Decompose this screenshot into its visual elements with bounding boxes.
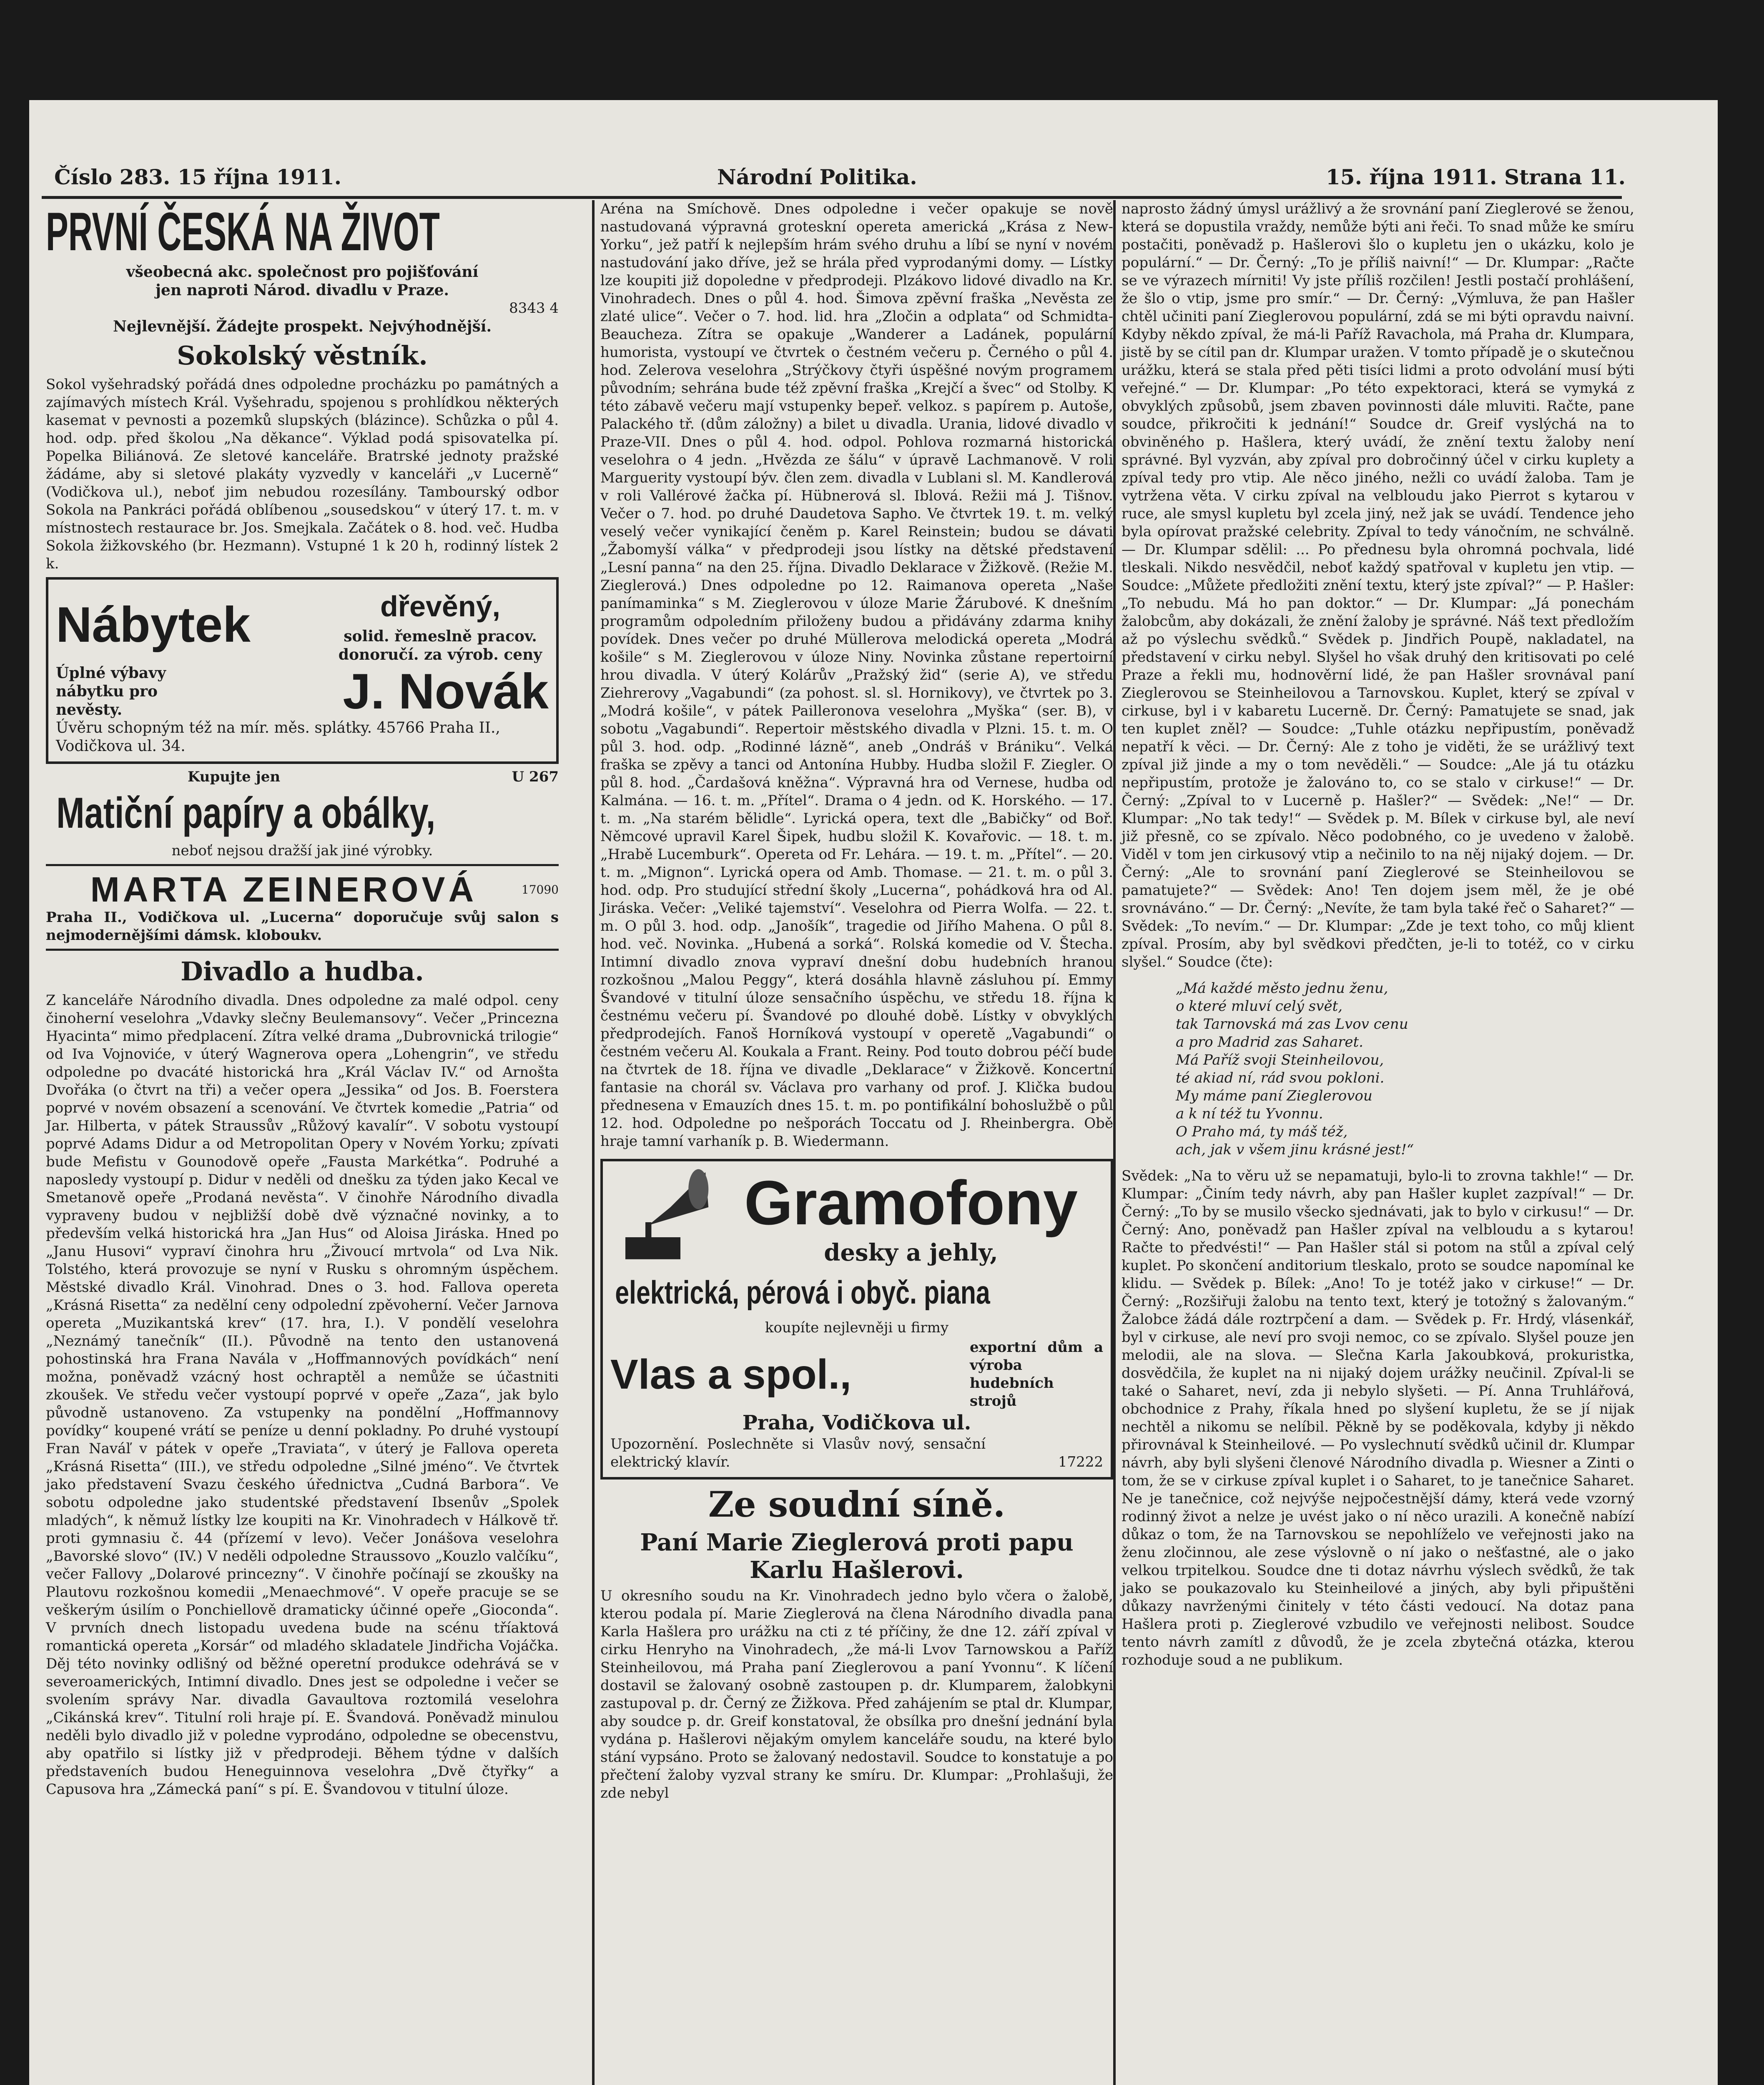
novak-ad-credit: Úvěru schopným též na mír. měs. splátky. 45766 Praha II., Vodičkova ul. 34. <box>56 719 500 755</box>
gramophone-ad-sub: desky a jehly, <box>824 1239 998 1266</box>
poem-line: té akiad ní, rád svou pokloni. <box>1176 1070 1385 1086</box>
column-2 <box>600 200 1113 1802</box>
papir-ad-title: Matiční papíry a obálky, <box>56 789 436 837</box>
court-article-end: Svědek: „Na to věru už se nepamatuji, bylo-li to zrovna takhle!“ — Dr. Klumpar: „Činím tedy návrh, aby pan Hašler kuplet zazpíval!“ — Dr. Černý: „To by se musilo všecko sjednávati, jak to bylo v cirkusu!“ — Dr. Černý: Ano, poněvadž pan Hašler zpíval na velbloudu a s kytarou! Račte to předvésti!“ — Pan Hašler stál si potom na stůl a zpíval celý kuplet. Po skončení anditorium tleskalo, proto se soudce napomínal ke klidu. — Svědek p. Bílek: „Ano! To je totéž jako v cirkuse!“ — Dr. Černý: „Rozšiřuji žalobu na tento text, který je totožný s žalovaným.“ Žalobce žádá dále roztrpčení a dam. — Svědek p. Fr. Hrdý, vlásenkář, byl v cirkuse, ale neví pro svoji nemoc, co se zpívalo. Slyšel pouze jen melodii, ale na slova. — Slečna Karla Jakoubková, prokuristka, dosvědčila, že kuplet na ni nijaký dojem urážky neučinil. Zpíval-li se také o Saharet, neví, zda ji nebylo slyšeti. — Pí. Anna Truhlářová, obchodnice z Prahy, říkala hned po slyšení kupletu, že se jí nijak nechtěl a nikomu se nelíbil. Pěkně by se poděkovala, kdyby ji někdo přirovnával k Steinheilové. — Po vyslechnutí svědků učinil dr. Klumpar návrh, aby byli slyšeni členové Národního divadla p. Wiesner a Zinti o tom, že se v cirkuse zpíval kuplet i o Saharet, to je tanečnice Saharet. Ne je tanečnice, což nejvýše nejpočestnější dámy, která vede vzorný rodinný život a nelze je uvést jako o ní něco urazili. A konečně nabízí důkaz o tom, že na Tarnovskou se nepohlíželo ve veřejnosti jako na ženu zločinnou, ale zese výslovně o ní jako o nešťastné, ale o jako velkou trpitelkou. Soudce dne ti dotaz návrhu výslech svědků, že tak jako se poukazovalo ku Steinheilové a jiných, aby byli připuštěni důkazy navrženými činitely v této části vedoucí. Na dotaz pana Hašlera proti p. Zieglerové vzbudilo ve veřejnosti nelibost. Soudce tento návrh zamítl z důvodů, že je zcela zbytečná otázka, kterou rozhoduje soud a ne publikum. <box>1122 1168 1634 1668</box>
insurance-ad-title: PRVNÍ ČESKÁ NA ŽIVOT <box>46 201 440 262</box>
gramophone-ad <box>600 1159 1113 1480</box>
marta-ad-number: 17090 <box>521 882 559 897</box>
insurance-ad-tagline: Nejlevnější. Žádejte prospekt. Nejvýhodnější. <box>113 318 492 335</box>
column-3 <box>1122 200 1634 1669</box>
novak-ad-title: Nábytek <box>56 597 251 653</box>
novak-ad <box>46 577 559 764</box>
divadlo-article: Z kanceláře Národního divadla. Dnes odpoledne za malé odpol. ceny činoherní veselohra „Vdavky slečny Beulemansovy“. Večer „Princezna Hyacinta“ mimo předplacení. Zítra velké drama „Dubrovnická trilogie“ od Iva Vojnoviće, v úterý Wagnerova opera „Lohengrin“, ve středu odpoledne po dvacáté historická hra „Král Václav IV.“ od Arnošta Dvořáka (o čtvrt na tři) a večer opera „Jessika“ od Jos. B. Foerstera poprvé v novém obsazení a scenování. Ve čtvrtek komedie „Patria“ od Jar. Hilberta, v pátek Straussův „Růžový kavalír“. V sobotu vystoupí poprvé Adams Didur a od Metropolitan Opery v Novém Yorku; zpívati bude Mefistu v Gounodově opeře „Fausta Markétka“. Podruhé a naposledy vystoupí p. Didur v neděli od dnešku za týden jako Kecal ve Smetanově opeře „Prodaná nevěsta“. V činohře Národního divadla vypraveny budou v nejbližší době dvě význačné novinky, a to především velká historická hra „Jan Hus“ od Aloisa Jiráska. Hned po „Janu Husovi“ vypraví činohra hru „Živoucí mrtvola“ od Lva Nik. Tolstého, která provozuje se nyní v Rusku s ohromným úspěchem. Městské divadlo Král. Vinohrad. Dnes o 3. hod. Fallova opereta „Krásná Risetta“ za nedělní ceny odpolední zpěvoherní. Večer Jarnova opereta „Muzikantská krev“ (17. hra, I.). V pondělí veselohra „Neznámý tanečník“ (II.). Původně na tento den ustanovená pohostinská hra Frana Naválа v „Hoffmannových povídkách“ není možna, poněvadž vzácný host ochraptěl a nemůže se účastniti zkoušek. Ve středu večer vystoupí poprvé v opeře „Zaza“, jak bylo původně ustanoveno. Za vstupenky na pondělní „Hoffmannovy povídky“ koupené vrátí se peníze u denní pokladny. Po druhé vystoupí Fran Naváľ v pátek v opeře „Traviata“, v úterý je Fallova opereta „Krásná Risetta“ (III.), ve středu odpoledne „Silné jméno“. Ve čtvrtek jako představení Svazu českého úřednictva „Cudná Barbora“. Ve sobotu odpoledne jako studentské představení Ibsenův „Spolek mladých“, k němuž lístky lze koupiti na Kr. Vinohradech v Hálkově tř. proti gymnasiu č. 44 (přízemí v levo). Večer Jonášova veselohra „Bavorské slovo“ (IV.) V neděli odpoledne Straussovo „Kouzlo valčíku“, večer Fallovy „Dolarové princezny“. V činohře počínají se zkoušky na Plautovu rozkošnou komedii „Menaechmové“. V opeře pracuje se se veškerým úsilím o Ponchiellově dramaticky účinné opeře „Gioconda“. V prvních dnech listopadu uvedena bude na scénu tříaktová romantická opereta „Korsár“ od mladého skladatele Jindřicha Vojáčka. Děj této novinky odlišný od běžné operetní produkce odehrává se v severoamerických, Intimní divadlo. Dnes jest se odpoledne i večer se svolením správy Nar. divadla Gavaultova roztomilá veselohra „Cikánská krev“. Titulní roli hraje pí. E. Švandová. Poněvadž minulou neděli bylo divadlo již v poledne vyprodáno, odpoledne se obecenstvu, aby opatřilo si lístky již v předprodeji. Během týdne v dalších představeních budou Heneguinnova veselohra „Dvě čtyřky“ a Capusova hra „Zámecká paní“ s pí. E. Švandovou v titulní úloze. <box>46 992 559 1798</box>
papir-ad-number: U 267 <box>512 769 559 785</box>
insurance-ad-location: jen naproti Národ. divadlu v Praze. <box>156 281 449 299</box>
poem-line: a pro Madrid zas Saharet. <box>1176 1034 1363 1050</box>
gramophone-ad-title: Gramofony <box>744 1168 1078 1238</box>
vlas-name: Vlas a spol., <box>610 1351 852 1398</box>
court-article-continued: naprosto žádný úmysl urážlivý a že srovnání paní Zieglerové se ženou, která se dopustila vraždy, nemůže býti ani řeči. To snad může ke smíru postačiti, poněvadž p. Hašlerovi šlo o kupletu jen o ukázku, kolo je populární.“ — Dr. Černý: „To je příliš naivní!“ — Dr. Klumpar: „Račte se ve výrazech mírniti! Vy jste příliš rozčilen! Jestli postačí prohlášení, že šlo o vtip, jsme pro smír.“ — Dr. Černý: „Výmluva, že pan Hašler chtěl učiniti paní Zieglerovou populární, zdá se mi býti opravdu naivní. Kdyby někdo zpíval, že má-li Paříž Ravachola, má Praha dr. Klumpara, jistě by se cítil pan dr. Klumpar uražen. V tomto případě je o skutečnou urážku, která se stala před pěti tisíci lidmi a proto odvolání musí býti veřejné.“ — Dr. Klumpar: „Po této expektoraci, která se vymyká z obvyklých způsobů, jsem zbaven povinnosti dále mluviti. Račte, pane soudce, přikročiti k jednání!“ Soudce dr. Greif vyslýchá na to obviněného p. Hašlera, který uvádí, že znění textu žaloby není správné. Byl vyzván, aby zpíval pro dobročinný účel v cirku kuplety a zpíval tedy pro vtip. Ale něco jiného, nežli co uvádí žaloba. Tam je vytržena věta. V cirku zpíval na velbloudu jako Pierrot s kytarou v ruce, ale smysl kupletu byl zcela jiný, než jak se uvádí. Tendence jeho byla opírovat pražské celebrity. Zpíval to tedy vánočním, ne schválně. — Dr. Klumpar sdělil: ... Po přednesu byla ohromná pochvala, lidé tleskali. Nikdo nesvědčil, neboť každý spatřoval v kupletu jen vtip. — Soudce: „Můžete předložiti znění textu, který jste zpíval?“ — P. Hašler: „To nebudu. Má ho pan doktor.“ — Dr. Klumpar: „Já ponechám žalobcům, aby dokázali, že znění žaloby je správné. Náš text předložím až po výslechu svědků.“ Svědek p. Jindřich Poupě, nakladatel, na představení v cirku nebyl. Slyšel ho však druhý den kritisovati po celé Praze a řekli mu, hodnověrní lidé, že pan Hašler srovnával paní Zieglerovou se Steinheilovou a Tarnovskou. Kuplet, který se zpíval v cirkuse, byl i v kabaretu Lucerně. Dr. Černý: Pamatujete se snad, jak ten kuplet zněl? — Soudce: „Tuhle otázku nepřipustím, poněvadž nepatří k věci. — Dr. Černý: Ale z toho je viděti, že se urážlivý text zpíval již jinde a my o tom nevěděli.“ — Soudce: „Ale já tu otázku nepřipustím, protože je žalováno to, co se stalo v cirkuse!“ — Dr. Černý: „Zpíval to v Lucerně p. Hašler?“ — Svědek: „Ne!“ — Dr. Klumpar: „No tak tedy!“ — Svědek p. M. Bílek v cirkuse byl, ale neví již přesně, co se zpívalo. Něco podobného, co je uvedeno v žalobě. Viděl v tom jen cirkusový vtip a nečinilo to na něj nijaký dojem. — Dr. Černý: „Ale to srovnání paní Zieglerové se Steinheilovou se pamatujete?“ — Svědek: Ano! Ten dojem jsem měl, že je obé srovnáváno.“ — Dr. Černý: „Nevíte, že tam byla také řeč o Saharet?“ — Svědek: „To nevím.“ — Dr. Klumpar: „Zde je text toho, co můj klient zpíval. Prosím, aby byl svědkovi předčten, je-li to totéž, co v cirku slyšel.“ Soudce (čte): <box>1122 201 1634 970</box>
insurance-ad <box>46 200 559 336</box>
poem-line: ach, jak v všem jinu krásné jest!“ <box>1176 1141 1414 1158</box>
insurance-ad-number: 8343 4 <box>509 300 559 317</box>
novak-ad-name: J. Novák <box>343 663 549 719</box>
column-1 <box>46 200 559 1799</box>
vlas-footer: Upozornění. Poslechněte si Vlasův nový, sensační elektrický klavír. <box>610 1436 986 1470</box>
marta-ad-text: Praha II., Vodičkova ul. „Lucerna“ doporučuje svůj salon s nejmodernějšími dámsk. kloboukv. <box>46 909 559 944</box>
poem-line: „Má každé město jednu ženu, <box>1176 980 1388 997</box>
court-heading: Ze soudní síně. <box>708 1484 1006 1525</box>
poem-line: tak Tarnovská má zas Lvov cenu <box>1176 1016 1408 1032</box>
theatre-listings: Aréna na Smíchově. Dnes odpoledne i večer opakuje se nově nastudovaná výpravná groteskní opereta americká „Krása z New-Yorku“, jež patří k nejlepším hrám svého druhu a líbí se nyní v novém nastudování jako dříve, jež se hrála před vyprodanými domy. — Lístky lze koupiti již dopoledne v předprodeji. Plzákovo lidové divadlo na Kr. Vinohradech. Dnes o půl 4. hod. Šimova zpěvní fraška „Nevěsta ze zlaté ulice“. Večer o 7. hod. lid. hra „Zločin a odplata“ od Schmidta-Beaucheza. Zítra se opakuje „Wanderer a Ladánek, populární humorista, vystoupí ve čtvrtek o čestném večeru p. Černého o půl 4. hod. Zelerova veselohra „Strýčkovy čtyři úspěšné novým programem původním; sehrána bude též zpěvní fraška „Krejčí a švec“ od Stolby. K této zábavě večeru mají vstupenky bepeř. velkoz. s papírem p. Autoše, Palackého tř. (dům záložny) a bilet u divadla. Urania, lidové divadlo v Praze-VII. Dnes o půl 4. hod. odpol. Pohlova rozmarná historická veselohra o 4 jedn. „Hvězda ze šálu“ v úpravě Lachmanově. V roli Marguerity vystoupí býv. člen zem. divadla v Lublani sl. M. Kandlerová v roli Vallérové žačka pí. Hübnerová sl. Iblová. Režii má J. Tišnov. Večer o 7. hod. po druhé Daudetova Sapho. Ve čtvrtek 19. t. m. velký veselý večer vynikající čeněm p. Karel Reinstein; budou se dávati „Žabomyší válka“ v předprodeji jsou lístky na dětské představení „Lesní panna“ na den 25. října. Divadlo Deklarace v Žižkově. (Režie M. Zieglerová.) Dnes odpoledne po 12. Raimanova opereta „Naše panímaminka“ s M. Zieglerovou v úloze Marie Žárubové. K dnešním programům odpoledním přiloženy budou a přidávány zdarma knihy povídek. Dnes večer po druhé Müllerova melodická opereta „Modrá košile“ s M. Zieglerovou v úloze Niny. Novinka zůstane repertoirní hrou divadla. V úterý Kolárův „Pražský žid“ (serie A), ve středu Ziehrerovy „Vagabundi“ (za pohost. sl. sl. Hornikovy), ve čtvrtek po 3. „Modrá košile“, v pátek Pailleronova veselohra „Myška“ (ser. B), v sobotu „Vagabundi“. Repertoir městského divadla v Plzni. 15. t. m. O půl 3. hod. odp. „Rodinné lázně“, aneb „Ondráš v Brániku“. Velká fraška se zpěvy a tanci od Antonína Hubby. Hudba složil F. Ziegler. O půl 8. hod. „Čardašová kněžna“. Výpravná hra od Vernese, hudba od Kalmána. — 16. t. m. „Přítel“. Drama o 4 jedn. od K. Horského. — 17. t. m. „Na starém bělidle“. Lyrická opera, text dle „Babičky“ od Boř. Němcové upravil Karel Šipek, hudbu složil K. Kovařovic. — 18. t. m. „Hrabě Lucemburk“. Opereta od Fr. Lehára. — 19. t. m. „Přítel“. — 20. t. m. „Mignon“. Lyrická opera od Amb. Thomase. — 21. t. m. o půl 3. hod. odp. Pro studující střední školy „Lucerna“, pohádková hra od Al. Jiráska. Večer: „Veliké tajemství“. Veselohra od Pierra Wolfa. — 22. t. m. O půl 3. hod. odp. „Janošík“, tragedie od Jiřího Mahena. O půl 8. hod. več. Novinka. „Hubená a sorká“. Rolská komedie od V. Štecha. Intimní divadlo znova vypraví dnešní dobu hudebních hranou rozkošnou „Malou Peggy“, která dosáhla hlavně zásluhou pí. Emmy Švandové v titulní úloze sensačního úspěchu, ve středu 18. října k čestnému večeru pí. Švandové po dlouhé době. Lístky v obvyklých předprodejích. Fanoš Horníková vystoupí v operetě „Vagabundi“ o čestném večeru Al. Koukala a Frant. Reiny. Pod touto dobrou péčí bude na čtvrtek de 18. října ve divadle „Deklarace“ v Žižkově. Koncertní fantasie na chorál sv. Václava pro varhany od prof. J. Klička budou přednesena v Emauzích dnes 15. t. m. po pontifikální bohoslužbě o půl 12. hod. Odpoledne po nešporách Toccatu od J. Rheinbergra. Obě hraje tamní varhaník p. B. Wiedermann. <box>600 201 1113 1150</box>
papir-ad-pre: Kupujte jen <box>188 769 281 785</box>
header-left: Číslo 283. 15 října 1911. <box>54 165 342 189</box>
marta-ad-title: MARTA ZEINEROVÁ <box>90 870 477 909</box>
poem-line: a k ní též tu Yvonnu. <box>1176 1105 1323 1122</box>
novak-ad-desc: solid. řemeslně pracov. donoručí. za výrob. ceny <box>338 628 542 663</box>
piano-line: elektrická, pérová i obyč. piana <box>615 1274 990 1311</box>
insurance-ad-company: všeobecná akc. společnost pro pojišťování <box>126 263 479 281</box>
court-subheading: Paní Marie Zieglerová proti papu Karlu Hašlerovi. <box>640 1529 1074 1584</box>
header-rule <box>42 196 1622 199</box>
poem-line: o které mluví celý svět, <box>1176 998 1343 1015</box>
poem-line: Má Paříž svoji Steinheilovou, <box>1176 1052 1384 1068</box>
ad-divider <box>46 864 559 866</box>
court-article: U okresního soudu na Kr. Vinohradech jedno bylo včera o žalobě, kterou podala pí. Marie Zieglerová na člena Národního divadla pana Karla Hašlera pro urážku na cti z té příčiny, že dne 12. září zpíval v cirku Henryho na Vinohradech, „že má-li Lvov Tarnowskou a Paříž Steinheilovou, má Praha paní Zieglerovou a paní Yvonnu“. K líčení dostavil se žalovaný osobně zastoupen p. dr. Klumparem, žalobkyni zastupoval p. dr. Černý ze Žižkova. Před zahájením se ptal dr. Klumpar, aby soudce p. dr. Greif konstatoval, že obsílka pro dnešní jednání byla vydána p. Hašlerovi nějakým omylem kanceláře soudu, na které bylo stání vypsáno. Proto se žalovaný nedostavil. Soudce to konstatuje a po přečtení žaloby vyzval strany ke smíru. Dr. Klumpar: „Prohlašuji, že zde nebyl <box>600 1588 1113 1801</box>
gramophone-ad-buy: koupíte nejlevněji u firmy <box>765 1319 949 1336</box>
divadlo-heading: Divadlo a hudba. <box>181 956 424 987</box>
ad-divider-2 <box>46 949 559 951</box>
sokol-heading: Sokolský věstník. <box>177 340 428 371</box>
vlas-desc: exportní dům a výroba hudebních strojů <box>970 1339 1103 1409</box>
poem-line: O Praho má, ty máš též, <box>1176 1123 1348 1140</box>
column-rule-1 <box>592 200 595 2085</box>
header-right: 15. října 1911. Strana 11. <box>1326 165 1626 189</box>
poem-line: My máme paní Zieglerovou <box>1176 1088 1373 1104</box>
header-center: Národní Politika. <box>717 165 917 189</box>
gramophone-icon <box>610 1167 710 1267</box>
novak-ad-left: Úplné výbavy nábytku pro nevěsty. <box>56 664 166 718</box>
kuplet-poem <box>1176 980 1634 1159</box>
papir-ad-sub: neboť nejsou dražší jak jiné výrobky. <box>171 842 433 859</box>
novak-ad-wood: dřevěný, <box>380 590 500 623</box>
vlas-location: Praha, Vodičkova ul. <box>742 1411 971 1434</box>
column-rule-2 <box>1113 200 1116 2085</box>
vlas-number: 17222 <box>1058 1454 1103 1470</box>
sokol-article: Sokol vyšehradský pořádá dnes odpoledne procházku po památných a zajímavých místech Král. Vyšehradu, spojenou s prohlídkou některých kasemat v pevnosti a pozemků slupských (blázince). Schůzka o půl 4. hod. odp. před školou „Na děkance“. Výklad podá spisovatelka pí. Popelka Biliánová. Ze sletové kanceláře. Bratrské jednoty pražské žádáme, aby si sletové plakáty vyzvedly v kanceláři „v Lucerně“ (Vodičkova ul.), neboť jim nebudou rozesílány. Tambourský odbor Sokola na Pankráci pořádá oblíbenou „sousedskou“ v úterý 17. t. m. v místnostech restaurace br. Jos. Smejkala. Začátek o 8. hod. več. Hudba Sokola žižkovského (br. Hezmann). Vstupné 1 k 20 h, rodinný lístek 2 k. <box>46 376 559 572</box>
